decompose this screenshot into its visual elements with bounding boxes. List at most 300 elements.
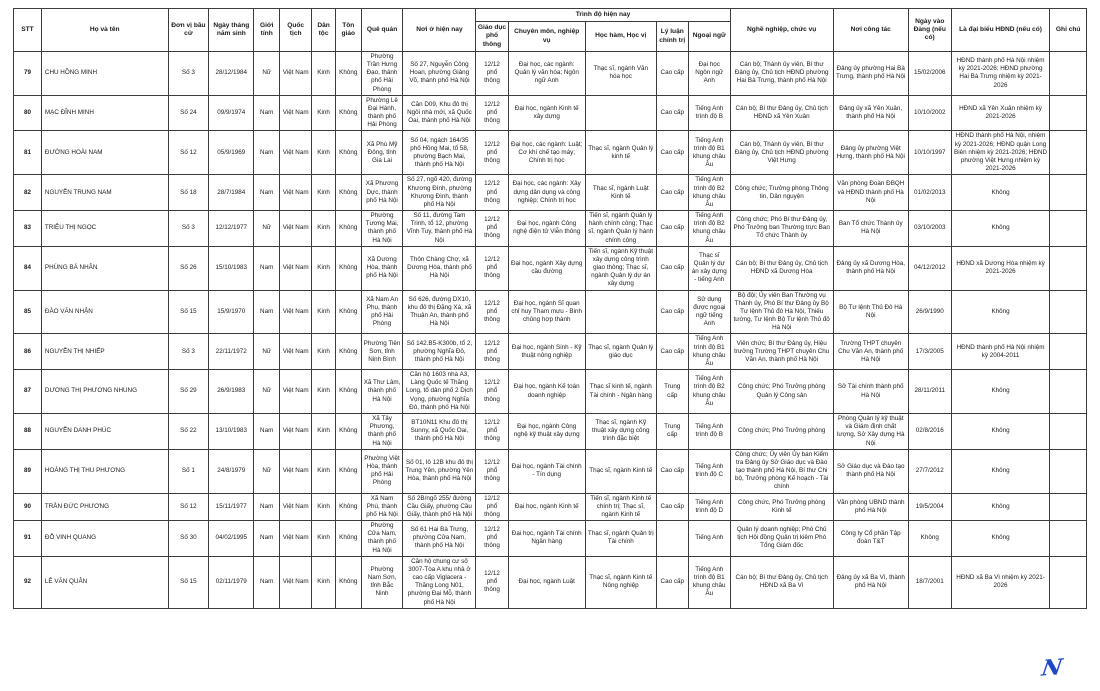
cell-noio: Số 626, đường DX10, khu đô thị Đặng Xá, xã Thuận An, thành phố Hà Nội [403,290,476,334]
cell-nghenghiep: Công chức; Ủy viên Ủy ban Kiểm tra Đảng ủy Sở Giáo dục và Đào tạo thành phố Hà Nội, Bí thư Chi bộ, Trưởng phòng Kế hoạch - Tài chính [730,449,833,493]
cell-ngoaingu: Tiếng Anh [688,521,730,557]
cell-quequan: Phường Lê Đại Hành, thành phố Hải Phòng [361,95,403,131]
cell-daibieu: Không [951,449,1050,493]
cell-hocvi: Thạc sĩ kinh tế, ngành Tài chính - Ngân hàng [585,370,656,414]
cell-donvi: Số 12 [168,493,209,521]
cell-quoctich: Việt Nam [280,334,312,370]
cell-dantoc: Kinh [312,51,336,95]
cell-quoctich: Việt Nam [280,246,312,290]
cell-lyluan: Cao cấp [656,493,688,521]
cell-ns: 05/9/1969 [209,131,254,175]
cell-name: CHU HỒNG MINH [41,51,168,95]
cell-hocvi: Thạc sĩ, ngành Kỹ thuật xây dựng công trình đặc biệt [585,413,656,449]
cell-ghichu [1050,246,1087,290]
cell-dantoc: Kinh [312,449,336,493]
cell-hocvi: Thạc sĩ, ngành Quản lý kinh tế [585,131,656,175]
cell-tongiao: Không [335,413,361,449]
cell-quequan: Phường Trần Hưng Đạo, thành phố Hải Phòng [361,51,403,95]
cell-quequan: Xã Nam An Phụ, thành phố Hải Phòng [361,290,403,334]
cell-gioitinh: Nam [254,556,280,608]
cell-ghichu [1050,131,1087,175]
cell-quoctich: Việt Nam [280,556,312,608]
cell-hocvi [585,290,656,334]
cell-ngoaingu: Tiếng Anh trình độ D [688,493,730,521]
cell-ngayvaodang: 17/3/2005 [908,334,951,370]
cell-ns: 13/10/1983 [209,413,254,449]
cell-quequan: Xã Tây Phương, thành phố Hà Nội [361,413,403,449]
cell-chuyenmon: Đại học, các ngành: Quản lý văn hóa; Ngôn ngữ Anh [508,51,585,95]
cell-dantoc: Kinh [312,556,336,608]
cell-gioitinh: Nam [254,521,280,557]
cell-daibieu: HĐND thành phố Hà Nội, nhiệm kỳ 2021-2026; HĐND quận Long Biên nhiệm kỳ 2021-2026; HĐND phường Việt Hưng nhiệm kỳ 2021-2026 [951,131,1050,175]
cell-stt: 92 [14,556,42,608]
cell-stt: 87 [14,370,42,414]
cell-ns: 09/9/1974 [209,95,254,131]
cell-daibieu: Không [951,521,1050,557]
cell-noio: Căn hộ 1603 nhà A3, Làng Quốc tế Thăng Long, tổ dân phố 2 Dịch Vọng, phường Nghĩa Đô, thành phố Hà Nội [403,370,476,414]
header-lyluan: Lý luận chính trị [656,22,688,52]
cell-noio: Căn D09, Khu đô thị Ngôi nhà mới, xã Quốc Oai, thành phố Hà Nội [403,95,476,131]
cell-nghenghiep: Cán bộ; Bí thư Đảng ủy, Chủ tịch HĐND xã Yên Xuân [730,95,833,131]
cell-gioitinh: Nữ [254,211,280,247]
cell-stt: 90 [14,493,42,521]
cell-tongiao: Không [335,521,361,557]
cell-ns: 22/11/1972 [209,334,254,370]
cell-ns: 04/02/1995 [209,521,254,557]
cell-daibieu: HĐND xã Dương Hòa nhiệm kỳ 2021-2026 [951,246,1050,290]
cell-gioitinh: Nam [254,131,280,175]
cell-noicongtac: Đảng ủy xã Dương Hòa, thành phố Hà Nội [833,246,908,290]
cell-name: ĐÀO VĂN NHẬN [41,290,168,334]
cell-quequan: Xã Nam Phù, thành phố Hà Nội [361,493,403,521]
header-stt: STT [14,9,42,52]
cell-chuyenmon: Đại học, ngành Tài chính - Tín dụng [508,449,585,493]
cell-lyluan: Cao cấp [656,211,688,247]
cell-lyluan: Trung cấp [656,413,688,449]
cell-dantoc: Kinh [312,95,336,131]
cell-ghichu [1050,449,1087,493]
cell-donvi: Số 24 [168,95,209,131]
cell-noio: Số 04, ngách 164/35 phố Hồng Mai, tổ 58, phường Bạch Mai, thành phố Hà Nội [403,131,476,175]
cell-gioitinh: Nam [254,290,280,334]
table-row [14,493,1087,521]
cell-nghenghiep: Công chức; Phó Trưởng phòng Quản lý Công sản [730,370,833,414]
cell-gioitinh: Nữ [254,370,280,414]
cell-stt: 81 [14,131,42,175]
cell-lyluan: Trung cấp [656,370,688,414]
cell-quoctich: Việt Nam [280,370,312,414]
cell-dantoc: Kinh [312,521,336,557]
cell-ngayvaodang: 26/9/1990 [908,290,951,334]
cell-donvi: Số 12 [168,131,209,175]
cell-nghenghiep: Công chức; Phó Trưởng phòng [730,413,833,449]
cell-giaoduc: 12/12 phổ thông [476,51,508,95]
cell-hocvi: Thạc sĩ, ngành Quản trị Tài chính [585,521,656,557]
cell-stt: 79 [14,51,42,95]
cell-ngayvaodang: 15/02/2006 [908,51,951,95]
cell-gioitinh: Nữ [254,51,280,95]
cell-noicongtac: Đảng ủy xã Ba Vì, thành phố Hà Nội [833,556,908,608]
cell-giaoduc: 12/12 phổ thông [476,290,508,334]
cell-hocvi: Tiến sĩ, ngành Kinh tế chính trị; Thạc sĩ, ngành Kinh tế [585,493,656,521]
cell-dantoc: Kinh [312,211,336,247]
cell-dantoc: Kinh [312,370,336,414]
cell-nghenghiep: Công chức, Phó Trưởng phòng Kinh tế [730,493,833,521]
cell-quequan: Xã Phù Mỹ Đông, tỉnh Gia Lai [361,131,403,175]
header-quequan: Quê quán [361,9,403,52]
cell-donvi: Số 22 [168,413,209,449]
header-noio: Nơi ở hiện nay [403,9,476,52]
cell-noicongtac: Phòng Quản lý kỹ thuật và Giám định chất lượng, Sở Xây dựng Hà Nội [833,413,908,449]
header-ngoaingu: Ngoại ngữ [688,22,730,52]
cell-lyluan: Cao cấp [656,449,688,493]
cell-tongiao: Không [335,131,361,175]
cell-quequan: Phường Cửa Nam, thành phố Hà Nội [361,521,403,557]
cell-noicongtac: Văn phòng UBND thành phố Hà Nội [833,493,908,521]
cell-ghichu [1050,413,1087,449]
cell-hocvi: Thạc sĩ, ngành Văn hóa học [585,51,656,95]
cell-nghenghiep: Viên chức; Bí thư Đảng ủy, Hiệu trưởng Trường THPT chuyên Chu Văn An, thành phố Hà Nội [730,334,833,370]
table-row [14,413,1087,449]
cell-lyluan: Cao cấp [656,51,688,95]
header-group-trinh-do: Trình độ hiện nay [476,9,730,22]
table-row [14,290,1087,334]
cell-gioitinh: Nữ [254,334,280,370]
cell-ngayvaodang: 10/10/2002 [908,95,951,131]
cell-noicongtac: Đảng ủy xã Yên Xuân, thành phố Hà Nội [833,95,908,131]
cell-donvi: Số 15 [168,290,209,334]
cell-quequan: Phường Nam Sơn, tỉnh Bắc Ninh [361,556,403,608]
cell-ngoaingu: Tiếng Anh trình độ B2 khung châu Âu [688,175,730,211]
cell-giaoduc: 12/12 phổ thông [476,175,508,211]
cell-noicongtac: Đảng ủy phường Việt Hưng, thành phố Hà Nội [833,131,908,175]
table-row [14,334,1087,370]
cell-nghenghiep: Bộ đội; Ủy viên Ban Thường vụ Thành ủy, Phó Bí thư Đảng ủy Bộ Tư lệnh Thủ đô Hà Nội, Thiếu tướng, Tư lệnh Bộ Tư lệnh Thủ đô Hà Nội [730,290,833,334]
cell-daibieu: HĐND thành phố Hà Nội nhiệm kỳ 2021-2026; HĐND phường Hai Bà Trưng nhiệm kỳ 2021-2026 [951,51,1050,95]
cell-chuyenmon: Đại học, ngành Luật [508,556,585,608]
cell-lyluan: Cao cấp [656,175,688,211]
cell-tongiao: Không [335,334,361,370]
cell-hocvi [585,95,656,131]
cell-chuyenmon: Đại học, ngành Kế toán doanh nghiệp [508,370,585,414]
cell-ns: 15/10/1983 [209,246,254,290]
cell-name: ĐƯỜNG HOÀI NAM [41,131,168,175]
cell-hocvi: Tiến sĩ, ngành Quản lý hành chính công; Thạc sĩ, ngành Quản lý hành chính công [585,211,656,247]
cell-daibieu: Không [951,211,1050,247]
cell-nghenghiep: Cán bộ; Bí thư Đảng ủy, Chủ tịch HĐND xã Ba Vì [730,556,833,608]
cell-noio: Số 2B/ngõ 255/ đường Cầu Giấy, phường Cầu Giấy, thành phố Hà Nội [403,493,476,521]
table-row [14,51,1087,95]
table-row [14,246,1087,290]
cell-giaoduc: 12/12 phổ thông [476,334,508,370]
header-donvi: Đơn vị bầu cử [168,9,209,52]
cell-tongiao: Không [335,211,361,247]
cell-gioitinh: Nam [254,175,280,211]
cell-stt: 82 [14,175,42,211]
cell-chuyenmon: Đại học, ngành Sinh - Kỹ thuật nông nghiệp [508,334,585,370]
cell-quoctich: Việt Nam [280,95,312,131]
cell-nghenghiep: Cán bộ, Thành ủy viên, Bí thư Đảng ủy, Chủ tịch HĐND phường Việt Hưng [730,131,833,175]
cell-giaoduc: 12/12 phổ thông [476,493,508,521]
cell-gioitinh: Nam [254,413,280,449]
cell-ns: 15/9/1970 [209,290,254,334]
cell-ghichu [1050,370,1087,414]
cell-gioitinh: Nam [254,95,280,131]
cell-hocvi: Tiến sĩ, ngành Kỹ thuật xây dựng công trình giao thông; Thạc sĩ, ngành Quản lý dự án xây dựng [585,246,656,290]
cell-tongiao: Không [335,370,361,414]
cell-quoctich: Việt Nam [280,449,312,493]
cell-daibieu: Không [951,175,1050,211]
cell-lyluan: Cao cấp [656,290,688,334]
cell-ngoaingu: Tiếng Anh trình độ B [688,413,730,449]
cell-quoctich: Việt Nam [280,211,312,247]
cell-chuyenmon: Đại học, ngành Sĩ quan chỉ huy Tham mưu - Binh chủng hợp thành [508,290,585,334]
cell-tongiao: Không [335,95,361,131]
cell-ns: 15/11/1977 [209,493,254,521]
cell-nghenghiep: Công chức; Trưởng phòng Thông tin, Dân nguyện [730,175,833,211]
cell-ghichu [1050,334,1087,370]
cell-quoctich: Việt Nam [280,290,312,334]
cell-chuyenmon: Đại học, ngành Kinh tế xây dựng [508,95,585,131]
cell-stt: 89 [14,449,42,493]
signature-initial: N [1039,654,1064,682]
cell-noicongtac: Sở Giáo dục và Đào tạo thành phố Hà Nội [833,449,908,493]
cell-stt: 85 [14,290,42,334]
cell-chuyenmon: Đại học, ngành Xây dựng cầu đường [508,246,585,290]
cell-gioitinh: Nam [254,493,280,521]
table-row [14,521,1087,557]
header-name: Họ và tên [41,9,168,52]
header-ghichu: Ghi chú [1050,9,1087,52]
document-sheet [13,8,1087,609]
cell-lyluan: Cao cấp [656,95,688,131]
cell-chuyenmon: Đại học, ngành Công nghệ điện tử Viễn thông [508,211,585,247]
cell-tongiao: Không [335,246,361,290]
cell-ngayvaodang: 10/10/1997 [908,131,951,175]
cell-dantoc: Kinh [312,334,336,370]
cell-daibieu: HĐND xã Ba Vì nhiệm kỳ 2021-2026 [951,556,1050,608]
cell-ngoaingu: Sử dụng được ngoại ngữ tiếng Anh [688,290,730,334]
cell-daibieu: Không [951,413,1050,449]
cell-ns: 02/11/1979 [209,556,254,608]
cell-noio: Số 27, Nguyễn Công Hoan, phường Giảng Võ, thành phố Hà Nội [403,51,476,95]
cell-ns: 28/7/1984 [209,175,254,211]
cell-noio: Số 11, đường Tam Trinh, tổ 12, phường Vĩnh Tuy, thành phố Hà Nội [403,211,476,247]
header-ngayvaodang: Ngày vào Đảng (nếu có) [908,9,951,52]
cell-donvi: Số 3 [168,334,209,370]
cell-chuyenmon: Đại học, ngành Kinh tế [508,493,585,521]
cell-gioitinh: Nam [254,246,280,290]
cell-name: NGUYỄN DANH PHÚC [41,413,168,449]
cell-lyluan: Cao cấp [656,556,688,608]
cell-ngoaingu: Tiếng Anh trình độ B1 khung châu Âu [688,131,730,175]
cell-dantoc: Kinh [312,493,336,521]
cell-nghenghiep: Cán bộ; Bí thư Đảng ủy, Chủ tịch HĐND xã Dương Hòa [730,246,833,290]
cell-quequan: Xã Phương Dực, thành phố Hà Nội [361,175,403,211]
cell-quoctich: Việt Nam [280,131,312,175]
cell-giaoduc: 12/12 phổ thông [476,246,508,290]
cell-ns: 24/8/1979 [209,449,254,493]
cell-quoctich: Việt Nam [280,51,312,95]
cell-quequan: Phường Việt Hòa, thành phố Hải Phòng [361,449,403,493]
cell-giaoduc: 12/12 phổ thông [476,211,508,247]
cell-tongiao: Không [335,449,361,493]
cell-gioitinh: Nữ [254,449,280,493]
cell-ns: 26/9/1983 [209,370,254,414]
cell-hocvi: Thạc sĩ, ngành Luật Kinh tế [585,175,656,211]
table-row [14,95,1087,131]
table-row [14,370,1087,414]
cell-lyluan: Cao cấp [656,246,688,290]
cell-daibieu: Không [951,370,1050,414]
cell-hocvi: Thạc sĩ, ngành Kinh tế [585,449,656,493]
cell-tongiao: Không [335,175,361,211]
cell-quequan: Xã Dương Hòa, thành phố Hà Nội [361,246,403,290]
cell-quoctich: Việt Nam [280,493,312,521]
table-row [14,131,1087,175]
header-dantoc: Dân tộc [312,9,336,52]
cell-ghichu [1050,175,1087,211]
cell-name: HOÀNG THỊ THU PHƯƠNG [41,449,168,493]
cell-dantoc: Kinh [312,246,336,290]
cell-stt: 83 [14,211,42,247]
cell-ngayvaodang: 28/11/2011 [908,370,951,414]
cell-ngayvaodang: 04/12/2012 [908,246,951,290]
cell-noicongtac: Đảng ủy phường Hai Bà Trưng, thành phố Hà Nội [833,51,908,95]
cell-ns: 28/12/1984 [209,51,254,95]
cell-ngayvaodang: 27/7/2012 [908,449,951,493]
cell-noicongtac: Trường THPT chuyên Chu Văn An, thành phố Hà Nội [833,334,908,370]
cell-noio: Số 61 Hai Bà Trưng, phường Cửa Nam, thành phố Hà Nội [403,521,476,557]
cell-dantoc: Kinh [312,290,336,334]
cell-tongiao: Không [335,290,361,334]
cell-tongiao: Không [335,556,361,608]
cell-quoctich: Việt Nam [280,521,312,557]
cell-dantoc: Kinh [312,131,336,175]
cell-ghichu [1050,290,1087,334]
cell-ngayvaodang: 03/10/2003 [908,211,951,247]
cell-nghenghiep: Công chức; Phó Bí thư Đảng ủy, Phó Trưởng ban Thường trực Ban Tổ chức Thành ủy [730,211,833,247]
cell-giaoduc: 12/12 phổ thông [476,131,508,175]
cell-donvi: Số 30 [168,521,209,557]
cell-donvi: Số 3 [168,51,209,95]
cell-noio: Căn hộ chung cư số 3007-Tòa A khu nhà ở cao cấp Viglacera - Thăng Long N01, phường Đại Mỗ, thành phố Hà Nội [403,556,476,608]
cell-chuyenmon: Đại học, các ngành: Xây dựng dân dụng và công nghiệp; Chính trị học [508,175,585,211]
cell-chuyenmon: Đại học, ngành Công nghệ kỹ thuật xây dựng [508,413,585,449]
cell-noio: Số 142.B5-K300b, tổ 2, phường Nghĩa Đô, thành phố Hà Nội [403,334,476,370]
header-tongiao: Tôn giáo [335,9,361,52]
cell-quequan: Xã Thư Lâm, thành phố Hà Nội [361,370,403,414]
cell-ngayvaodang: Không [908,521,951,557]
cell-ngayvaodang: 02/8/2016 [908,413,951,449]
cell-noio: Thôn Chàng Chợ, xã Dương Hòa, thành phố Hà Nội [403,246,476,290]
cell-noio: BT10N11 Khu đô thị Sunny, xã Quốc Oai, thành phố Hà Nội [403,413,476,449]
cell-noicongtac: Công ty Cổ phần Tập đoàn T&T [833,521,908,557]
cell-donvi: Số 3 [168,211,209,247]
cell-donvi: Số 18 [168,175,209,211]
cell-giaoduc: 12/12 phổ thông [476,413,508,449]
cell-giaoduc: 12/12 phổ thông [476,556,508,608]
cell-ngayvaodang: 19/5/2004 [908,493,951,521]
cell-stt: 80 [14,95,42,131]
cell-giaoduc: 12/12 phổ thông [476,370,508,414]
cell-nghenghiep: Quản lý doanh nghiệp; Phó Chủ tịch Hội đồng Quản trị kiêm Phó Tổng Giám đốc [730,521,833,557]
cell-stt: 88 [14,413,42,449]
cell-stt: 91 [14,521,42,557]
cell-name: LÊ VĂN QUÂN [41,556,168,608]
cell-ghichu [1050,51,1087,95]
header-chuyenmon: Chuyên môn, nghiệp vụ [508,22,585,52]
cell-name: MẠC ĐĨNH MINH [41,95,168,131]
cell-ghichu [1050,493,1087,521]
cell-dantoc: Kinh [312,175,336,211]
table-body [14,51,1087,608]
cell-quoctich: Việt Nam [280,413,312,449]
header-nghenghiep: Nghề nghiệp, chức vụ [730,9,833,52]
table-row [14,556,1087,608]
cell-ngoaingu: Tiếng Anh trình độ B2 khung châu Âu [688,370,730,414]
cell-quoctich: Việt Nam [280,175,312,211]
cell-ngayvaodang: 01/02/2013 [908,175,951,211]
cell-donvi: Số 1 [168,449,209,493]
table-row [14,449,1087,493]
cell-noicongtac: Bộ Tư lệnh Thủ Đô Hà Nội [833,290,908,334]
cell-giaoduc: 12/12 phổ thông [476,95,508,131]
cell-stt: 86 [14,334,42,370]
header-daibieu: Là đại biểu HĐND (nếu có) [951,9,1050,52]
delegates-table [13,8,1087,609]
cell-giaoduc: 12/12 phổ thông [476,521,508,557]
cell-name: ĐỖ VINH QUANG [41,521,168,557]
cell-nghenghiep: Cán bộ; Thành ủy viên, Bí thư Đảng ủy, Chủ tịch HĐND phường Hai Bà Trưng, thành phố Hà Nội [730,51,833,95]
cell-name: PHÙNG BÁ NHÂN [41,246,168,290]
cell-ns: 12/12/1977 [209,211,254,247]
header-noicongtac: Nơi công tác [833,9,908,52]
cell-ghichu [1050,95,1087,131]
cell-ngoaingu: Thạc sĩ Quản lý dự án xây dựng - tiếng Anh [688,246,730,290]
cell-daibieu: HĐND thành phố Hà Nội nhiệm kỳ 2004-2011 [951,334,1050,370]
header-giaoduc: Giáo dục phổ thông [476,22,508,52]
cell-daibieu: HĐND xã Yên Xuân nhiệm kỳ 2021-2026 [951,95,1050,131]
header-hocvi: Học hàm, Học vị [585,22,656,52]
cell-chuyenmon: Đại học, các ngành: Luật; Cơ khí chế tạo máy; Chính trị học [508,131,585,175]
cell-daibieu: Không [951,290,1050,334]
header-gioitinh: Giới tính [254,9,280,52]
cell-name: DƯƠNG THỊ PHƯƠNG NHUNG [41,370,168,414]
cell-daibieu: Không [951,493,1050,521]
cell-noicongtac: Ban Tổ chức Thành ủy Hà Nội [833,211,908,247]
cell-lyluan: Cao cấp [656,334,688,370]
cell-lyluan [656,521,688,557]
header-quoctich: Quốc tịch [280,9,312,52]
cell-name: NGUYỄN THỊ NHIẾP [41,334,168,370]
cell-ngayvaodang: 18/7/2001 [908,556,951,608]
cell-chuyenmon: Đại học, ngành Tài chính Ngân hàng [508,521,585,557]
cell-ghichu [1050,556,1087,608]
cell-noio: Số 01, lô 12B khu đô thị Trung Yên, phường Yên Hòa, thành phố Hà Nội [403,449,476,493]
cell-noicongtac: Văn phòng Đoàn ĐBQH và HĐND thành phố Hà Nội [833,175,908,211]
cell-tongiao: Không [335,51,361,95]
cell-lyluan: Cao cấp [656,131,688,175]
cell-ghichu [1050,211,1087,247]
cell-ngoaingu: Tiếng Anh trình độ C [688,449,730,493]
table-row [14,175,1087,211]
cell-ngoaingu: Đại học Ngôn ngữ Anh [688,51,730,95]
cell-hocvi: Thạc sĩ, ngành Quản lý giáo dục [585,334,656,370]
cell-noicongtac: Sở Tài chính thành phố Hà Nội [833,370,908,414]
cell-donvi: Số 15 [168,556,209,608]
cell-quequan: Phường Tiên Sơn, tỉnh Ninh Bình [361,334,403,370]
